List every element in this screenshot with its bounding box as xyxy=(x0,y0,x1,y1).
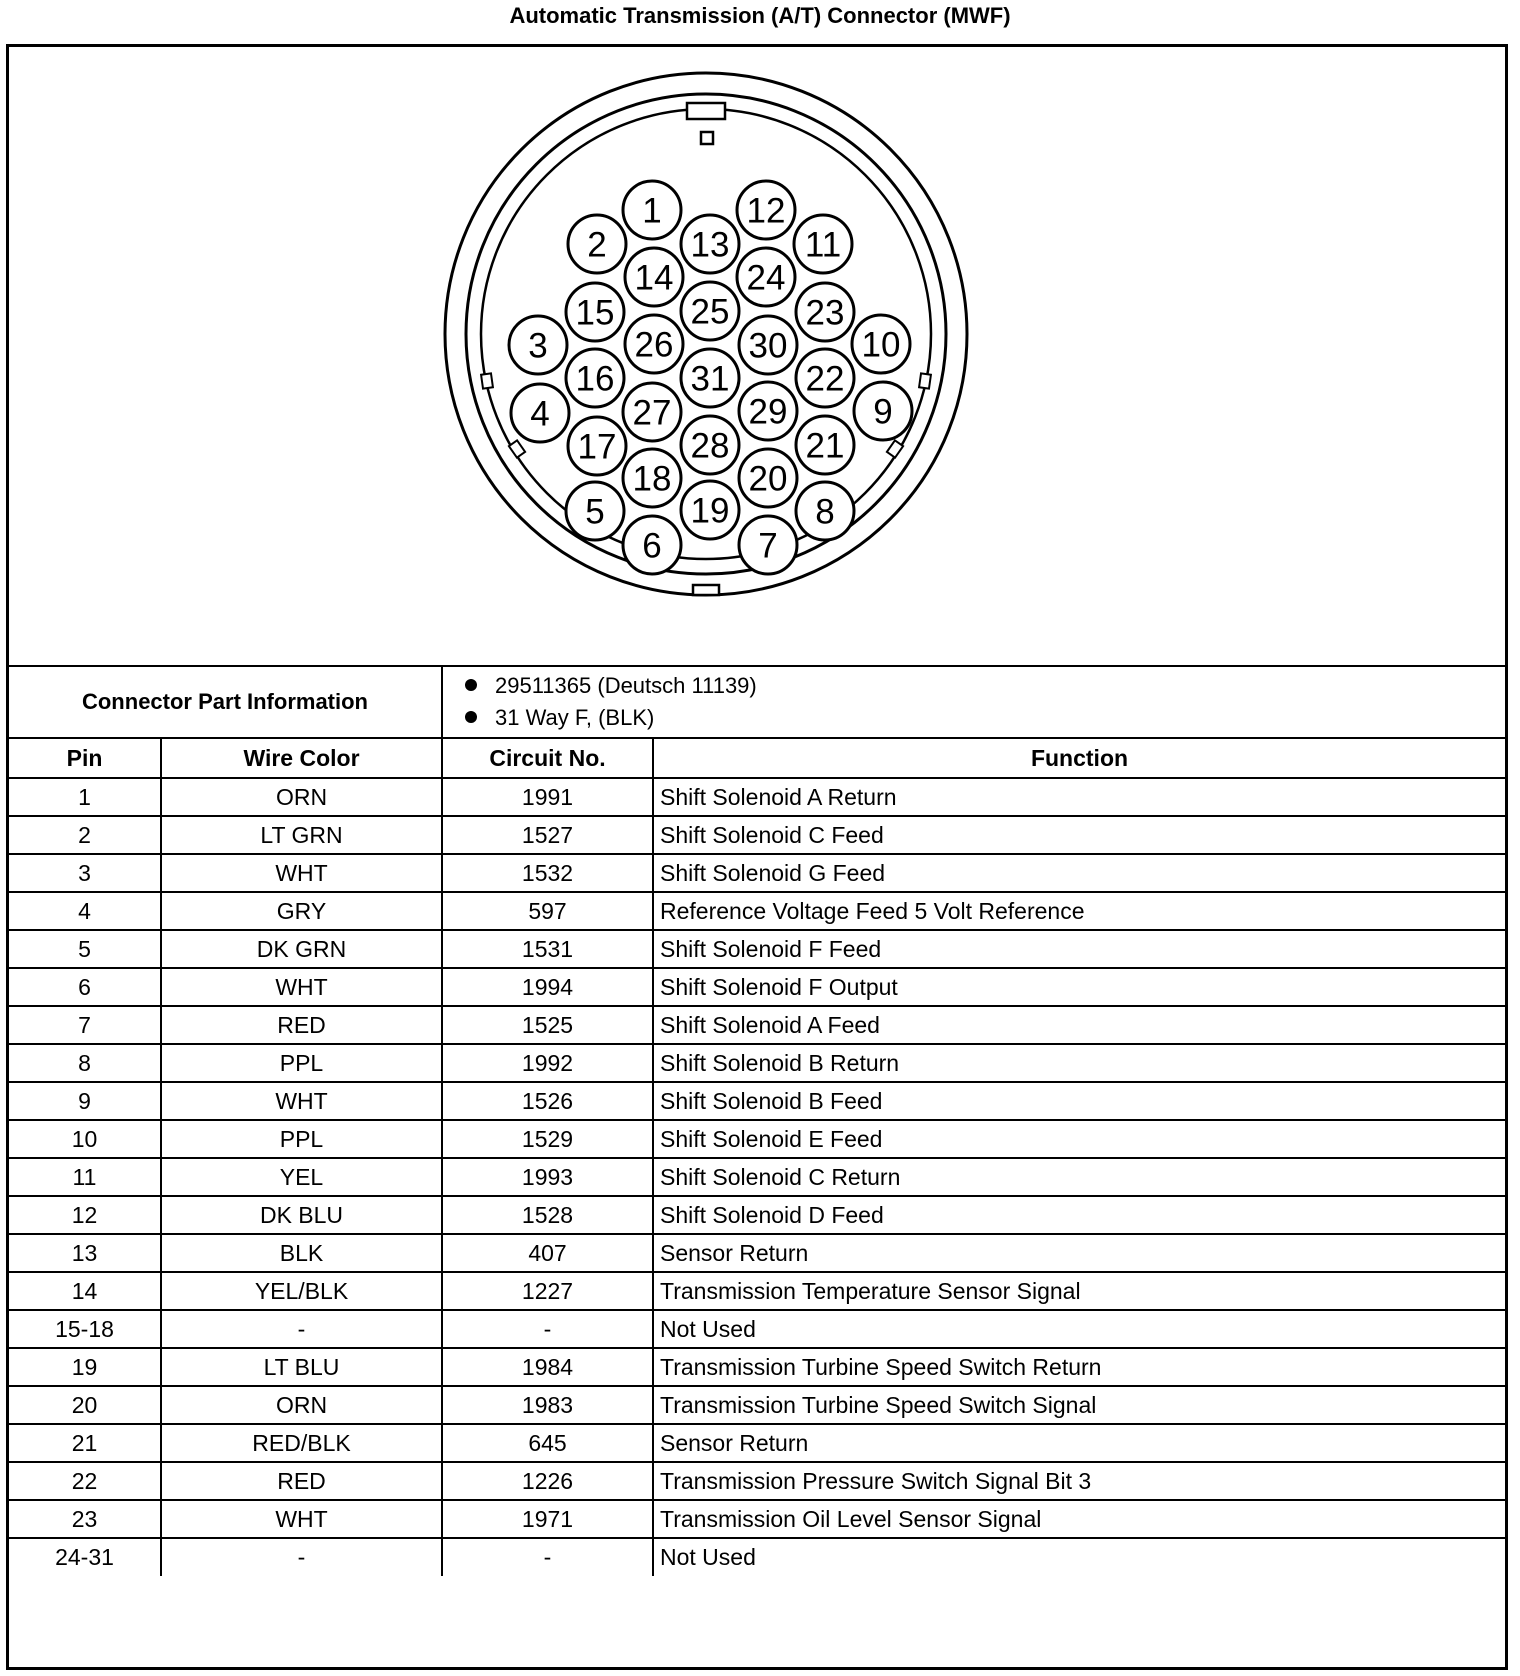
cell-pin: 4 xyxy=(9,892,161,930)
connector-bottom-notch xyxy=(693,585,719,595)
pin-number-label: 5 xyxy=(585,492,605,532)
pin-number-label: 30 xyxy=(748,326,788,366)
table-row xyxy=(9,1158,1505,1196)
cell-circuit: - xyxy=(442,1310,653,1348)
cell-pin: 3 xyxy=(9,854,161,892)
pin-number-label: 23 xyxy=(805,293,845,333)
table-row xyxy=(9,1386,1505,1424)
cell-pin: 21 xyxy=(9,1424,161,1462)
pin-number-label: 8 xyxy=(815,492,835,532)
connector-pin-30 xyxy=(739,316,797,374)
pin-number-label: 14 xyxy=(634,258,674,298)
cell-wire-color: - xyxy=(161,1538,442,1576)
pin-number-label: 6 xyxy=(642,526,662,566)
pin-number-label: 12 xyxy=(746,191,786,231)
table-row xyxy=(9,1006,1505,1044)
cell-circuit: 1971 xyxy=(442,1500,653,1538)
cell-wire-color: DK BLU xyxy=(161,1196,442,1234)
pin-number-label: 31 xyxy=(690,359,730,399)
cell-circuit: 1526 xyxy=(442,1082,653,1120)
cell-wire-color: RED xyxy=(161,1462,442,1500)
connector-pin-31 xyxy=(681,349,739,407)
cell-wire-color: LT BLU xyxy=(161,1348,442,1386)
cell-pin: 13 xyxy=(9,1234,161,1272)
part-info-label: Connector Part Information xyxy=(9,667,442,738)
cell-pin: 1 xyxy=(9,778,161,816)
pinout-rows xyxy=(9,778,1505,1576)
cell-circuit: 1227 xyxy=(442,1272,653,1310)
bullet-icon xyxy=(465,679,477,691)
table-row xyxy=(9,1082,1505,1120)
connector-pin-11 xyxy=(794,215,852,273)
pin-number-label: 26 xyxy=(634,325,674,365)
table-row xyxy=(9,968,1505,1006)
cell-wire-color: - xyxy=(161,1310,442,1348)
connector-left-latch-upper xyxy=(481,373,493,388)
pin-number-label: 28 xyxy=(690,426,730,466)
part-info-item: 29511365 (Deutsch 11139) xyxy=(465,670,1505,702)
cell-function: Transmission Oil Level Sensor Signal xyxy=(653,1500,1505,1538)
table-row xyxy=(9,892,1505,930)
cell-wire-color: ORN xyxy=(161,778,442,816)
pinout-table xyxy=(9,737,1505,1576)
connector-pin-6 xyxy=(623,516,681,574)
connector-pin-1 xyxy=(623,181,681,239)
cell-function: Transmission Turbine Speed Switch Return xyxy=(653,1348,1505,1386)
pin-number-label: 10 xyxy=(861,325,901,365)
pin-number-label: 15 xyxy=(575,293,615,333)
cell-function: Transmission Turbine Speed Switch Signal xyxy=(653,1386,1505,1424)
pin-number-label: 24 xyxy=(746,258,786,298)
cell-circuit: 645 xyxy=(442,1424,653,1462)
cell-circuit: 1528 xyxy=(442,1196,653,1234)
pin-number-label: 22 xyxy=(805,359,845,399)
cell-pin: 23 xyxy=(9,1500,161,1538)
cell-pin: 2 xyxy=(9,816,161,854)
table-row xyxy=(9,1120,1505,1158)
connector-pin-26 xyxy=(625,315,683,373)
bullet-icon xyxy=(465,711,477,723)
cell-circuit: 1994 xyxy=(442,968,653,1006)
table-row xyxy=(9,1538,1505,1576)
page-title: Automatic Transmission (A/T) Connector (MWF) xyxy=(509,3,1011,28)
cell-pin: 14 xyxy=(9,1272,161,1310)
connector-pin-14 xyxy=(625,248,683,306)
cell-pin: 5 xyxy=(9,930,161,968)
cell-wire-color: YEL/BLK xyxy=(161,1272,442,1310)
cell-wire-color: BLK xyxy=(161,1234,442,1272)
cell-pin: 9 xyxy=(9,1082,161,1120)
connector-pin-21 xyxy=(796,416,854,474)
part-info-list xyxy=(442,667,1505,738)
header-pin: Pin xyxy=(9,738,161,778)
connector-pin-15 xyxy=(566,283,624,341)
cell-wire-color: WHT xyxy=(161,854,442,892)
cell-function: Not Used xyxy=(653,1310,1505,1348)
cell-circuit: 1983 xyxy=(442,1386,653,1424)
cell-wire-color: RED xyxy=(161,1006,442,1044)
pin-number-label: 27 xyxy=(632,393,672,433)
cell-function: Shift Solenoid B Feed xyxy=(653,1082,1505,1120)
cell-function: Shift Solenoid B Return xyxy=(653,1044,1505,1082)
cell-wire-color: LT GRN xyxy=(161,816,442,854)
pin-number-label: 16 xyxy=(575,359,615,399)
table-row xyxy=(9,854,1505,892)
cell-wire-color: PPL xyxy=(161,1120,442,1158)
connector-pin-18 xyxy=(623,449,681,507)
pin-number-label: 11 xyxy=(804,225,842,265)
cell-pin: 24-31 xyxy=(9,1538,161,1576)
cell-pin: 20 xyxy=(9,1386,161,1424)
cell-wire-color: WHT xyxy=(161,1500,442,1538)
header-circuit: Circuit No. xyxy=(442,738,653,778)
connector-left-latch-lower xyxy=(509,440,525,457)
table-row xyxy=(9,1234,1505,1272)
table-row xyxy=(9,930,1505,968)
pin-number-label: 19 xyxy=(690,491,730,531)
connector-pin-20 xyxy=(739,449,797,507)
cell-pin: 15-18 xyxy=(9,1310,161,1348)
cell-function: Shift Solenoid C Return xyxy=(653,1158,1505,1196)
connector-face-view xyxy=(9,47,1505,667)
cell-function: Shift Solenoid F Feed xyxy=(653,930,1505,968)
pin-number-label: 20 xyxy=(748,459,788,499)
table-row xyxy=(9,1272,1505,1310)
cell-function: Sensor Return xyxy=(653,1424,1505,1462)
connector-pin-7 xyxy=(739,516,797,574)
cell-circuit: 1529 xyxy=(442,1120,653,1158)
pin-number-label: 21 xyxy=(805,426,845,466)
connector-part-info xyxy=(9,667,1505,739)
cell-circuit: 1532 xyxy=(442,854,653,892)
header-wire-color: Wire Color xyxy=(161,738,442,778)
cell-pin: 11 xyxy=(9,1158,161,1196)
connector-pin-22 xyxy=(796,349,854,407)
cell-function: Not Used xyxy=(653,1538,1505,1576)
connector-right-latch-upper xyxy=(919,373,931,388)
cell-pin: 8 xyxy=(9,1044,161,1082)
table-row xyxy=(9,1196,1505,1234)
cell-wire-color: YEL xyxy=(161,1158,442,1196)
cell-pin: 6 xyxy=(9,968,161,1006)
cell-function: Transmission Temperature Sensor Signal xyxy=(653,1272,1505,1310)
cell-circuit: 1993 xyxy=(442,1158,653,1196)
table-row xyxy=(9,1424,1505,1462)
cell-pin: 22 xyxy=(9,1462,161,1500)
header-function: Function xyxy=(653,738,1505,778)
cell-function: Sensor Return xyxy=(653,1234,1505,1272)
cell-function: Shift Solenoid F Output xyxy=(653,968,1505,1006)
connector-diagram xyxy=(9,47,1505,667)
connector-pin-9 xyxy=(854,382,912,440)
connector-pin-3 xyxy=(509,316,567,374)
cell-circuit: - xyxy=(442,1538,653,1576)
pin-number-label: 29 xyxy=(748,392,788,432)
connector-pin-13 xyxy=(681,215,739,273)
cell-circuit: 1992 xyxy=(442,1044,653,1082)
pin-number-label: 7 xyxy=(758,526,778,566)
connector-top-key xyxy=(687,103,725,119)
cell-pin: 12 xyxy=(9,1196,161,1234)
cell-circuit: 1527 xyxy=(442,816,653,854)
connector-pin-10 xyxy=(852,315,910,373)
connector-pin-4 xyxy=(511,384,569,442)
table-row xyxy=(9,1500,1505,1538)
cell-function: Shift Solenoid G Feed xyxy=(653,854,1505,892)
cell-pin: 10 xyxy=(9,1120,161,1158)
connector-pin-25 xyxy=(681,282,739,340)
cell-wire-color: PPL xyxy=(161,1044,442,1082)
connector-pin-19 xyxy=(681,481,739,539)
connector-frame xyxy=(6,44,1508,1670)
cell-function: Shift Solenoid C Feed xyxy=(653,816,1505,854)
cell-wire-color: GRY xyxy=(161,892,442,930)
connector-pins xyxy=(509,181,912,574)
cell-function: Shift Solenoid D Feed xyxy=(653,1196,1505,1234)
pin-number-label: 4 xyxy=(530,394,550,434)
connector-pin-marker xyxy=(701,132,713,144)
pin-number-label: 3 xyxy=(528,326,548,366)
cell-wire-color: RED/BLK xyxy=(161,1424,442,1462)
connector-pin-16 xyxy=(566,349,624,407)
cell-pin: 7 xyxy=(9,1006,161,1044)
cell-wire-color: ORN xyxy=(161,1386,442,1424)
cell-circuit: 407 xyxy=(442,1234,653,1272)
table-row xyxy=(9,778,1505,816)
cell-function: Shift Solenoid E Feed xyxy=(653,1120,1505,1158)
connector-pin-5 xyxy=(566,482,624,540)
connector-right-latch-lower xyxy=(887,440,903,457)
cell-circuit: 1991 xyxy=(442,778,653,816)
table-row xyxy=(9,1462,1505,1500)
cell-circuit: 1984 xyxy=(442,1348,653,1386)
pin-number-label: 25 xyxy=(690,292,730,332)
cell-function: Transmission Pressure Switch Signal Bit 3 xyxy=(653,1462,1505,1500)
part-info-item: 31 Way F, (BLK) xyxy=(465,702,1505,734)
cell-function: Reference Voltage Feed 5 Volt Reference xyxy=(653,892,1505,930)
cell-function: Shift Solenoid A Return xyxy=(653,778,1505,816)
connector-pin-28 xyxy=(681,416,739,474)
cell-circuit: 1531 xyxy=(442,930,653,968)
cell-circuit: 1226 xyxy=(442,1462,653,1500)
pin-number-label: 18 xyxy=(632,459,672,499)
cell-wire-color: WHT xyxy=(161,1082,442,1120)
pin-number-label: 2 xyxy=(587,225,607,265)
table-row xyxy=(9,1044,1505,1082)
connector-pin-2 xyxy=(568,215,626,273)
pin-number-label: 1 xyxy=(642,191,662,231)
pin-number-label: 17 xyxy=(577,427,617,467)
table-row xyxy=(9,1310,1505,1348)
table-row xyxy=(9,1348,1505,1386)
connector-pin-24 xyxy=(737,248,795,306)
connector-pin-23 xyxy=(796,283,854,341)
connector-pin-8 xyxy=(796,482,854,540)
cell-circuit: 597 xyxy=(442,892,653,930)
connector-pin-17 xyxy=(568,417,626,475)
pin-number-label: 9 xyxy=(873,392,893,432)
connector-pin-29 xyxy=(739,382,797,440)
connector-pin-27 xyxy=(623,383,681,441)
cell-wire-color: WHT xyxy=(161,968,442,1006)
pinout-header-row xyxy=(9,738,1505,778)
cell-wire-color: DK GRN xyxy=(161,930,442,968)
pin-number-label: 13 xyxy=(690,225,730,265)
connector-pin-12 xyxy=(737,181,795,239)
cell-pin: 19 xyxy=(9,1348,161,1386)
cell-circuit: 1525 xyxy=(442,1006,653,1044)
cell-function: Shift Solenoid A Feed xyxy=(653,1006,1505,1044)
table-row xyxy=(9,816,1505,854)
